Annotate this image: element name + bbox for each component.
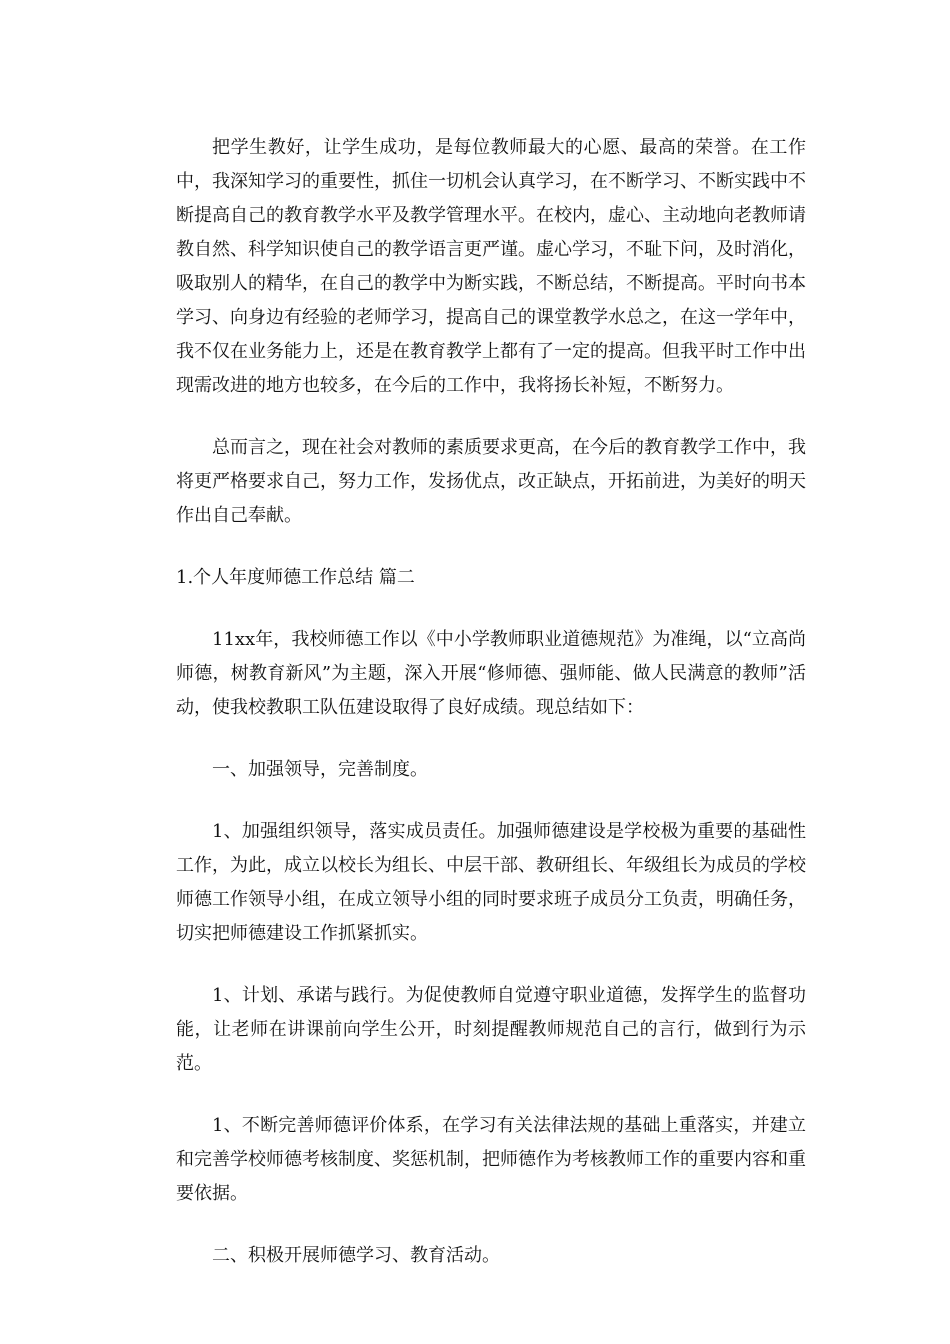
paragraph-commitment: 1、计划、承诺与践行。为促使教师自觉遵守职业道德，发挥学生的监督功能，让老师在讲课前向学生公开，时刻提醒教师规范自己的言行，做到行为示范。 [176,985,806,1074]
paragraph-intro: 11xx年，我校师德工作以《中小学教师职业道德规范》为准绳，以“立高尚师德，树教育新风”为主题，深入开展“修师德、强师能、做人民满意的教师”活动，使我校教职工队伍建设取得了良好成绩。现总结如下： [176,629,806,718]
document-body [176,131,806,1301]
subheading-activities: 二、积极开展师德学习、教育活动。 [212,1245,500,1266]
paragraph-conclusion: 总而言之，现在社会对教师的素质要求更高，在今后的教育教学工作中，我将更严格要求自己，努力工作，发扬优点，改正缺点，开拓前进，为美好的明天作出自己奉献。 [176,437,806,526]
paragraph-learning: 把学生教好，让学生成功，是每位教师最大的心愿、最高的荣誉。在工作中，我深知学习的重要性，抓住一切机会认真学习，在不断学习、不断实践中不断提高自己的教育教学水平及教学管理水平。在校内，虚心、主动地向老教师请教自然、科学知识使自己的教学语言更严谨。虚心学习，不耻下问，及时消化，吸取别人的精华，在自己的教学中为断实践，不断总结，不断提高。平时向书本学习、向身边有经验的老师学习，提高自己的课堂教学水总之，在这一学年中，我不仅在业务能力上，还是在教育教学上都有了一定的提高。但我平时工作中出现需改进的地方也较多，在今后的工作中，我将扬长补短，不断努力。 [176,137,806,396]
subheading-leadership: 一、加强领导，完善制度。 [212,759,428,780]
paragraph-organization: 1、加强组织领导，落实成员责任。加强师德建设是学校极为重要的基础性工作，为此，成立以校长为组长、中层干部、教研组长、年级组长为成员的学校师德工作领导小组，在成立领导小组的同时要求班子成员分工负责，明确任务，切实把师德建设工作抓紧抓实。 [176,821,806,944]
section-heading: 1.个人年度师德工作总结 篇二 [176,567,415,588]
paragraph-evaluation: 1、不断完善师德评价体系，在学习有关法律法规的基础上重落实，并建立和完善学校师德考核制度、奖惩机制，把师德作为考核教师工作的重要内容和重要依据。 [176,1115,806,1204]
